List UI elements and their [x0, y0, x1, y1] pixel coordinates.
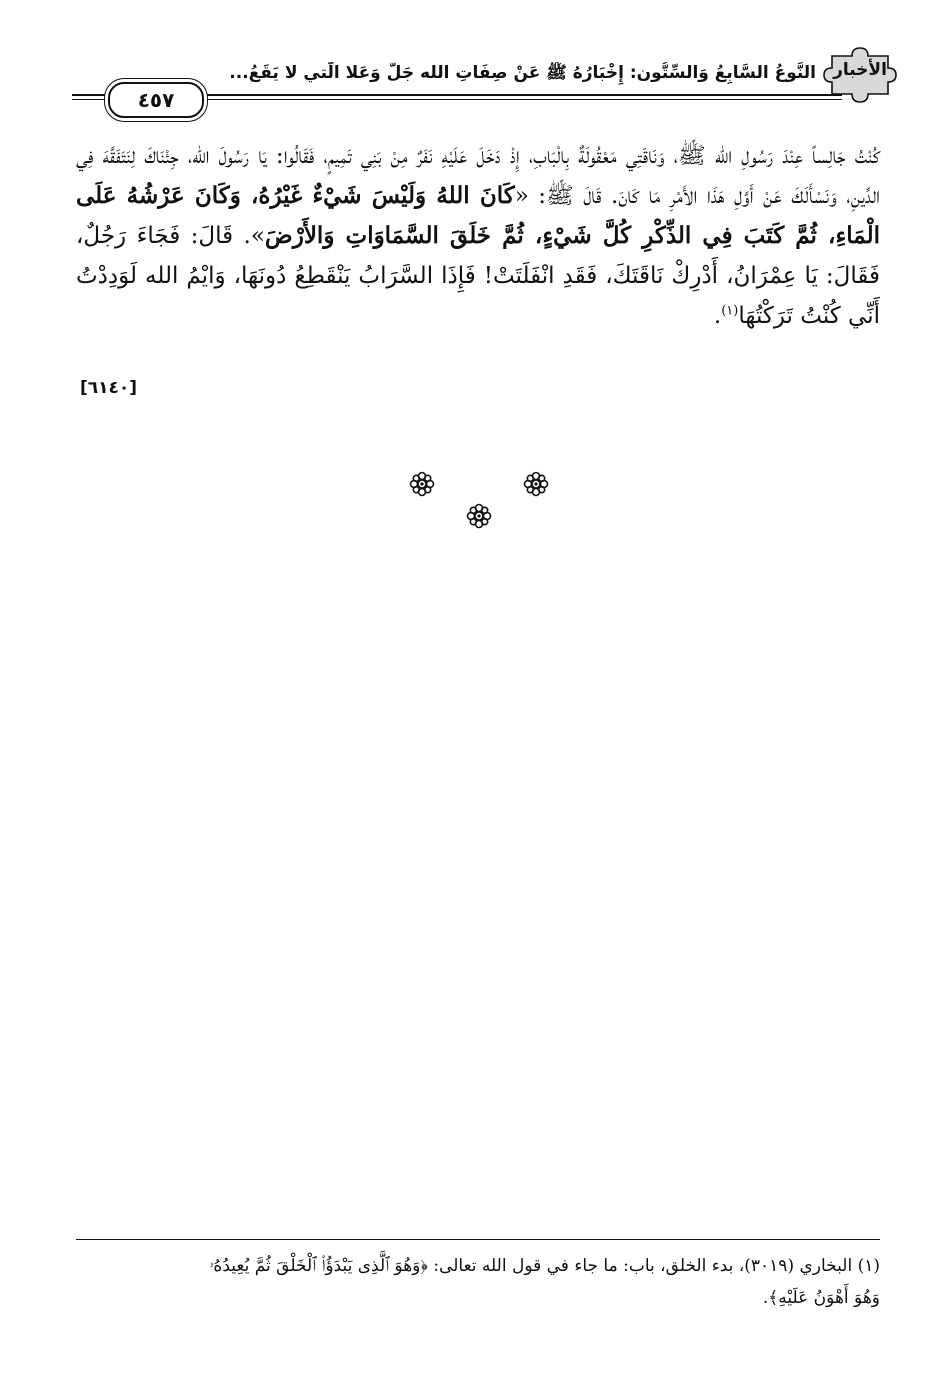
footnote-line: (١) البخاري (٣٠١٩)، بدء الخلق، باب: ما جاء في قول الله تعالى: ﴿وَهُوَ ٱلَّذِى يَبْدَؤُا۟ ٱلْخَلْقَ ثُمَّ يُعِيدُهُۥ — [209, 1256, 880, 1276]
running-title: النَّوعُ السَّابِعُ وَالسِّتُّون: إِخْبَارُهُ ﷺ عَنْ صِفَاتِ الله جَلَّ وَعَلا الَّتي لا يَقَعُ... — [229, 63, 816, 83]
sentence-end: . — [713, 303, 722, 329]
narration-text: كُنْتُ جَالِساً عِنْدَ رَسُولِ الله ﷺ، وَنَاقَتِي مَعْقُولَةٌ بِالْبَابِ، إِذْ دَخَلَ عَلَيْهِ نَفَرٌ مِنْ بَنِي تَمِيمٍ، فَقَالُوا: يَا رَسُولَ الله، جِئْنَاكَ لِنَتَفَقَّهَ فِي الدِّينِ، وَنَسْأَلَكَ عَنْ أَوَّلِ هَذَا الأَمْرِ مَا كَانَ. قَالَ ﷺ: « — [76, 143, 880, 209]
flower-ornament-icon — [522, 470, 550, 498]
page-header — [62, 46, 902, 110]
chapter-badge-label: الأخبار — [833, 60, 887, 80]
flower-ornament-icon — [465, 502, 493, 530]
flower-ornament-icon — [408, 470, 436, 498]
hadith-number: [٦١٤٠] — [80, 378, 138, 398]
prophetic-saying: كَانَ اللهُ وَلَيْسَ شَيْءٌ غَيْرُهُ، وَكَانَ عَرْشُهُ عَلَى الْمَاءِ، ثُمَّ كَتَبَ فِي الذِّكْرِ كُلَّ شَيْءٍ، ثُمَّ خَلَقَ السَّمَاوَاتِ وَالأَرْضَ — [76, 182, 880, 249]
hadith-paragraph — [76, 136, 880, 336]
footnote-reference[interactable]: (١) — [721, 303, 739, 319]
page-number: ٤٥٧ — [108, 82, 204, 118]
hadith-text — [76, 136, 880, 336]
footnote-separator — [76, 1239, 880, 1240]
footnote — [76, 1250, 880, 1314]
footnote-line: وَهُوَ أَهْوَنُ عَلَيْهِ﴾. — [762, 1288, 880, 1308]
narration-text-continued: ». قَالَ: فَجَاءَ رَجُلٌ، فَقَالَ: يَا عِمْرَانُ، أَدْرِكْ نَاقَتَكَ، فَقَدِ انْفَلَتَتْ! فَإِذَا السَّرَابُ يَنْقَطِعُ دُونَهَا، وَايْمُ الله لَوَدِدْتُ أَنِّي كُنْتُ تَرَكْتُهَا — [76, 223, 880, 329]
